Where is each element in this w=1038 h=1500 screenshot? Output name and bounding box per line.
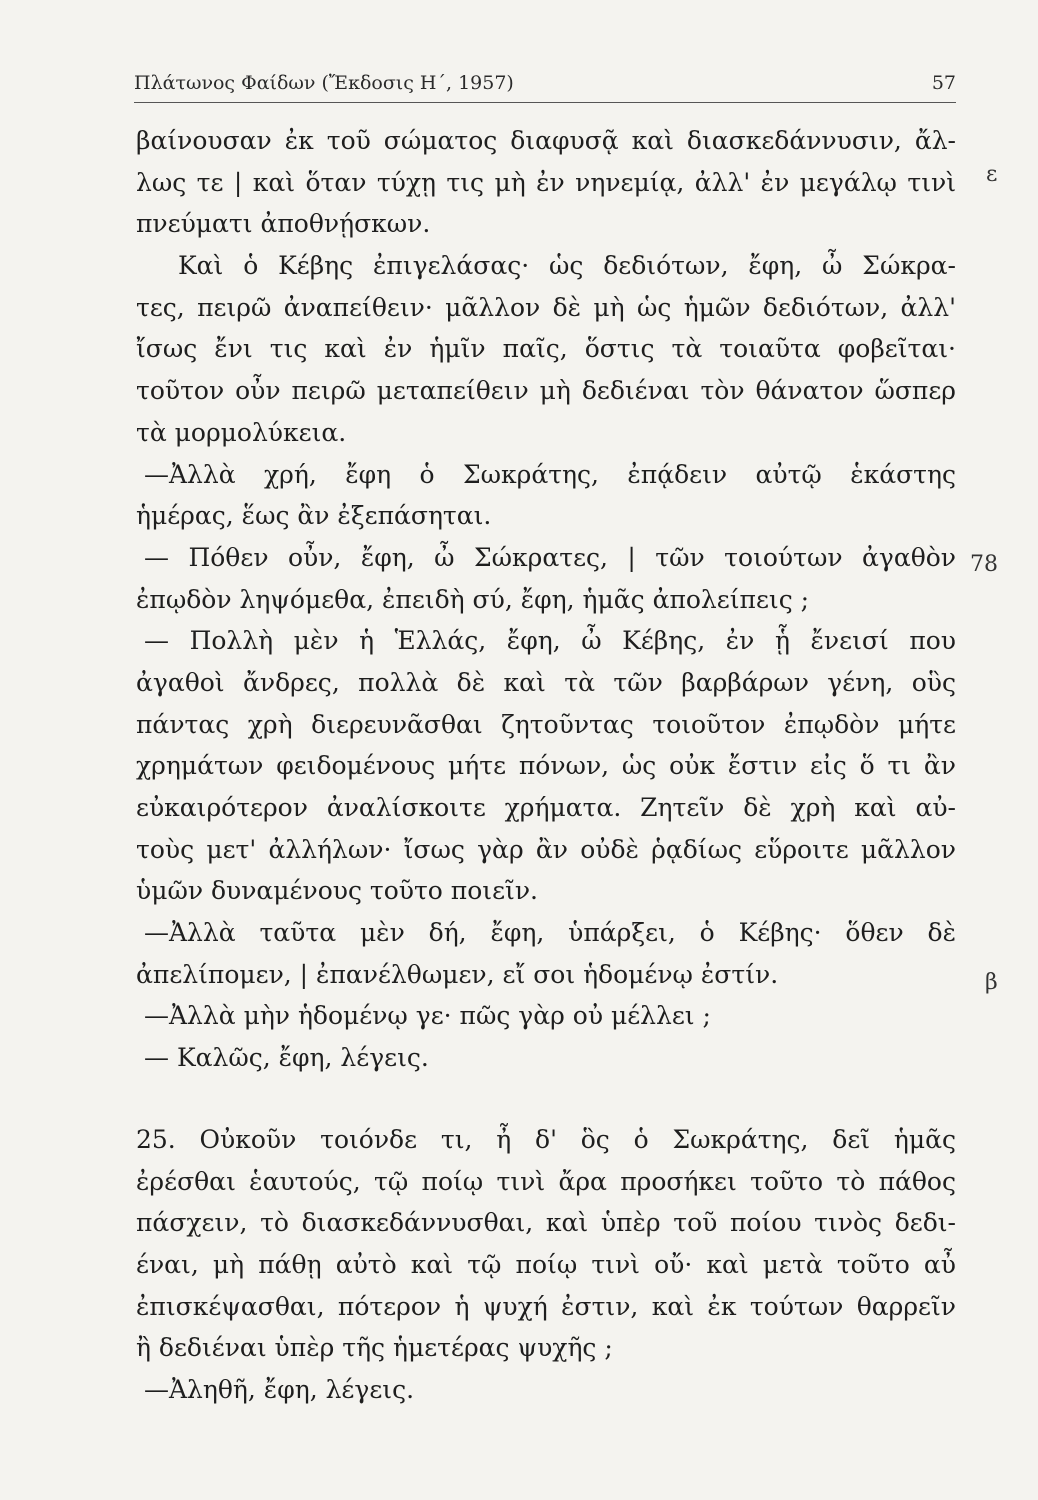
page-number: 57 (931, 72, 956, 94)
text-line: ἐπῳδὸν ληψόμεθα, ἐπειδὴ σύ, ἔφη, ἡμᾶς ἀπολείπεις ; (136, 584, 810, 614)
section-gap (136, 1079, 956, 1119)
text-line: πάντας χρὴ διερευνᾶσθαι ζητοῦντας τοιοῦτον ἐπῳδὸν μήτε (136, 709, 956, 739)
margin-ref-78: 78 (970, 552, 998, 577)
text-line: βαίνουσαν ἐκ τοῦ σώματος διαφυσᾷ καὶ διασκεδάννυσιν, ἄλ- (136, 126, 956, 155)
text-line: εὐκαιρότερον ἀναλίσκοιτε χρήματα. Ζητεῖν δὲ χρὴ καὶ αὐ- (136, 793, 956, 822)
text-line: — Καλῶς, ἔφη, λέγεις. (144, 1043, 429, 1073)
text-line: πάσχειν, τὸ διασκεδάννυσθαι, καὶ ὑπὲρ τοῦ ποίου τινὸς δεδι- (136, 1208, 956, 1238)
text-line: —Ἀληθῆ, ἔφη, λέγεις. (144, 1374, 415, 1404)
text-line: —Ἀλλὰ μὴν ἡδομένῳ γε· πῶς γὰρ οὐ μέλλει ; (144, 1001, 711, 1031)
text-line: πνεύματι ἀποθνῄσκων. (136, 209, 431, 239)
text-line: ἴσως ἔνι τις καὶ ἐν ἡμῖν παῖς, ὅστις τὰ τοιαῦτα φοβεῖται· (136, 334, 956, 364)
text-line: τὰ μορμολύκεια. (136, 417, 347, 447)
margin-ref-b: β (985, 970, 998, 995)
text-line: — Πολλὴ μὲν ἡ Ἑλλάς, ἔφη, ὦ Κέβης, ἐν ᾗ ἔνεισί που (144, 626, 956, 656)
text-line: ἀπελίπομεν, | ἐπανέλθωμεν, εἴ σοι ἡδομένῳ ἐστίν. (136, 959, 779, 989)
text-line: ὑμῶν δυναμένους τοῦτο ποιεῖν. (136, 876, 538, 906)
text-line: —Ἀλλὰ ταῦτα μὲν δή, ἔφη, ὑπάρξει, ὁ Κέβης· ὅθεν δὲ (144, 918, 956, 948)
body-text (136, 120, 956, 1411)
text-line: ἀγαθοὶ ἄνδρες, πολλὰ δὲ καὶ τὰ τῶν βαρβάρων γένη, οὓς (136, 667, 956, 697)
text-line: τοῦτον οὖν πειρῶ μεταπείθειν μὴ δεδιέναι τὸν θάνατον ὥσπερ (136, 376, 956, 406)
text-line: — Πόθεν οὖν, ἔφη, ὦ Σώκρατες, | τῶν τοιούτων ἀγαθὸν (144, 542, 956, 572)
text-line: χρημάτων φειδομένους μήτε πόνων, ὡς οὐκ ἔστιν εἰς ὅ τι ἂν (136, 751, 956, 781)
text-line: ἢ δεδιέναι ὑπὲρ τῆς ἡμετέρας ψυχῆς ; (136, 1333, 613, 1363)
page-header (134, 72, 956, 103)
text-line: λως τε | καὶ ὅταν τύχῃ τις μὴ ἐν νηνεμίᾳ, ἀλλ' ἐν μεγάλῳ τινὶ (136, 167, 956, 197)
text-line: ἡμέρας, ἕως ἂν ἐξεπάσηται. (136, 501, 492, 531)
text-line: —Ἀλλὰ χρή, ἔφη ὁ Σωκράτης, ἐπᾴδειν αὐτῷ ἑκάστης (144, 459, 956, 489)
text-line: ἐρέσθαι ἑαυτούς, τῷ ποίῳ τινὶ ἄρα προσήκει τοῦτο τὸ πάθος (136, 1166, 956, 1196)
running-title: Πλάτωνος Φαίδων (Ἔκδοσις Η΄, 1957) (134, 72, 514, 94)
text-line: ἐπισκέψασθαι, πότερον ἡ ψυχή ἐστιν, καὶ ἐκ τούτων θαρρεῖν (136, 1291, 956, 1321)
text-line: Καὶ ὁ Κέβης ἐπιγελάσας· ὡς δεδιότων, ἔφη, ὦ Σώκρα- (178, 251, 956, 281)
text-line: τες, πειρῶ ἀναπείθειν· μᾶλλον δὲ μὴ ὡς ἡμῶν δεδιότων, ἀλλ' (136, 292, 956, 322)
text-line: 25. Οὐκοῦν τοιόνδε τι, ἦ δ' ὃς ὁ Σωκράτης, δεῖ ἡμᾶς (136, 1124, 956, 1154)
text-line: έναι, μὴ πάθῃ αὐτὸ καὶ τῷ ποίῳ τινὶ οὔ· καὶ μετὰ τοῦτο αὖ (136, 1249, 956, 1279)
text-line: τοὺς μετ' ἀλλήλων· ἴσως γὰρ ἂν οὐδὲ ῥᾳδίως εὕροιτε μᾶλλον (136, 834, 956, 864)
margin-ref-e: ε (986, 162, 998, 187)
